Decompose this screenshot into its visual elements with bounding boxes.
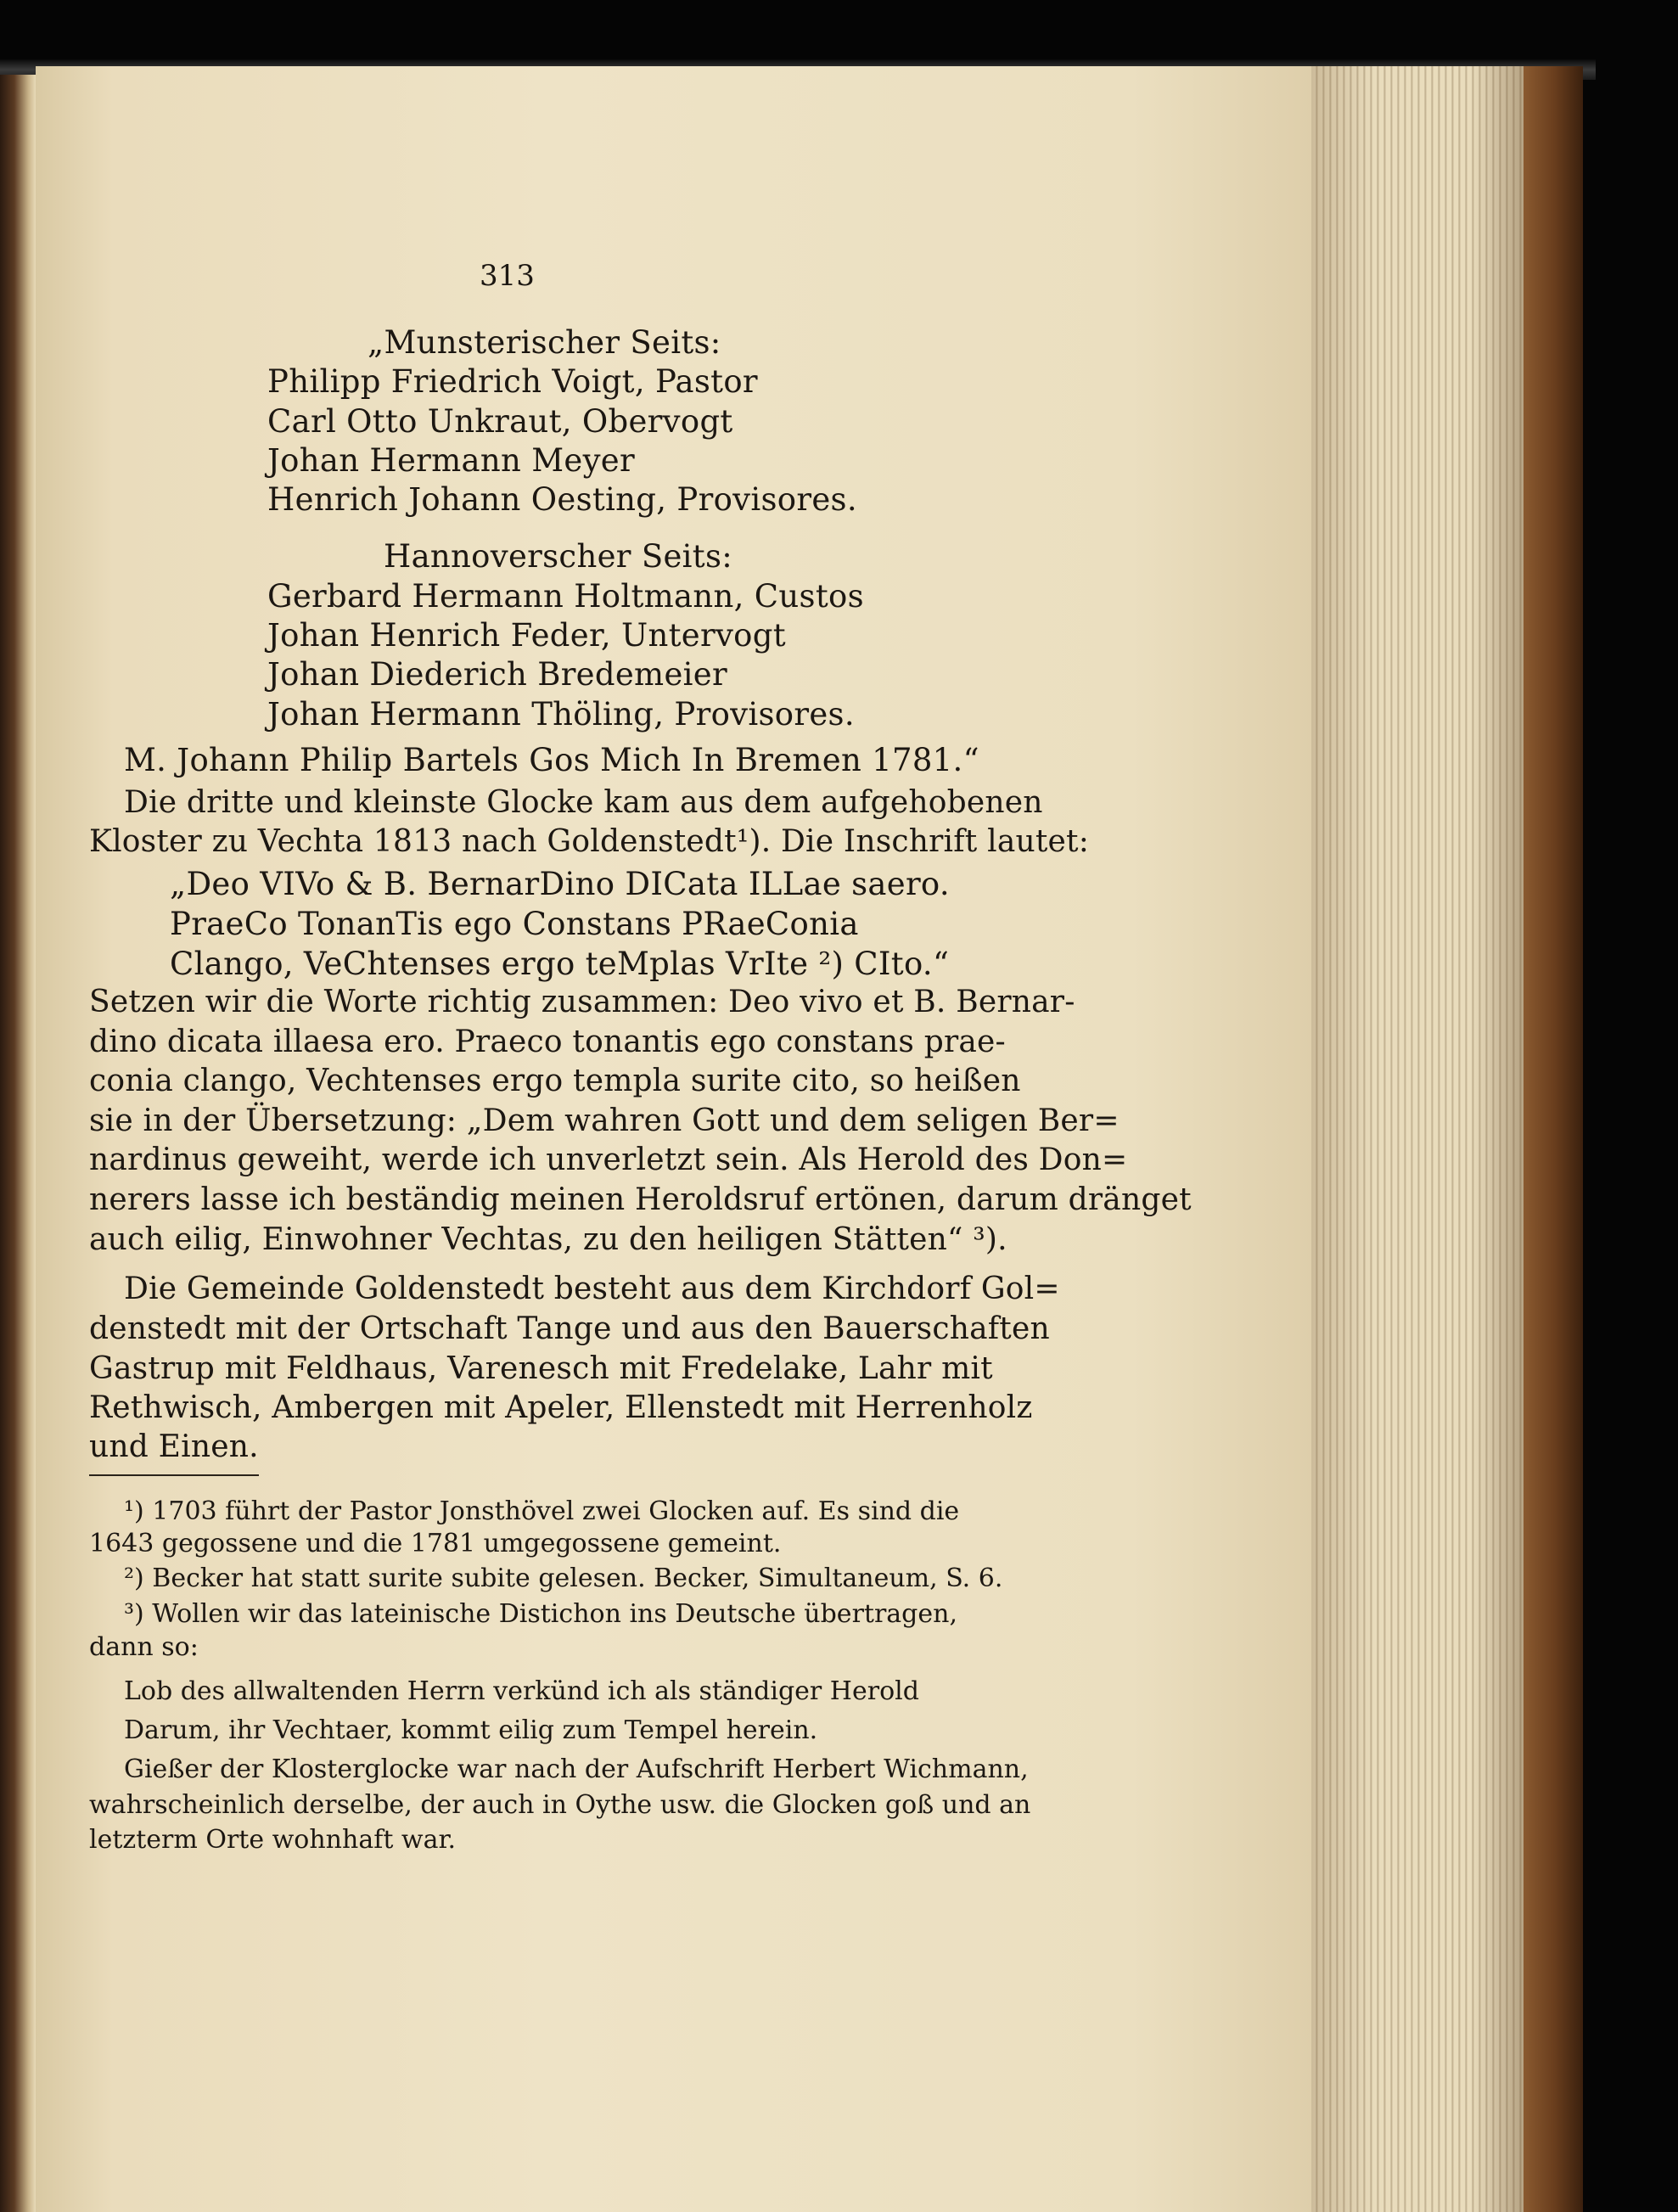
text-line: nerers lasse ich beständig meinen Heroldsruf ertönen, darum dränget (89, 1182, 1192, 1217)
text-line: denstedt mit der Ortschaft Tange und aus den Bauerschaften (89, 1311, 1050, 1346)
text-line: Die Gemeinde Goldenstedt besteht aus dem Kirchdorf Gol= (124, 1272, 1060, 1306)
text-line: auch eilig, Einwohner Vechtas, zu den heiligen Stätten“ ³). (89, 1222, 1007, 1257)
text-line: Die dritte und kleinste Glocke kam aus dem aufgehobenen (124, 785, 1043, 820)
book-cover-right (1524, 66, 1583, 2212)
text-line: nardinus geweiht, werde ich unverletzt sein. Als Herold des Don= (89, 1142, 1128, 1177)
footnote-line: ³) Wollen wir das lateinische Distichon ins Deutsche übertragen, (124, 1599, 958, 1629)
footnote-line: wahrscheinlich derselbe, der auch in Oythe usw. die Glocken goß und an (89, 1790, 1031, 1820)
footnote-line: 1643 gegossene und die 1781 umgegossene gemeint. (89, 1529, 782, 1558)
text-line: conia clango, Vechtenses ergo templa surite cito, so heißen (89, 1064, 1021, 1098)
text-line: Rethwisch, Ambergen mit Apeler, Ellenstedt mit Herrenholz (89, 1390, 1033, 1425)
footnote-line: letzterm Orte wohnhaft war. (89, 1825, 457, 1855)
footnote-line: dann so: (89, 1632, 199, 1662)
book-spine-left (0, 75, 36, 2212)
text-line: Gastrup mit Feldhaus, Varenesch mit Fredelake, Lahr mit (89, 1351, 993, 1386)
text-line: Johan Hermann Meyer (267, 442, 635, 479)
text-line: PraeCo TonanTis ego Constans PRaeConia (170, 906, 859, 942)
footnote-rule (89, 1474, 259, 1476)
text-line: Setzen wir die Worte richtig zusammen: Deo vivo et B. Bernar- (89, 985, 1075, 1019)
text-line: Johan Hermann Thöling, Provisores. (267, 696, 855, 733)
footnote-line: Lob des allwaltenden Herrn verkünd ich als ständiger Herold (124, 1676, 919, 1706)
text-line: Philipp Friedrich Voigt, Pastor (267, 363, 758, 400)
text-line: Kloster zu Vechta 1813 nach Goldenstedt¹). Die Inschrift lautet: (89, 824, 1090, 859)
text-line: sie in der Übersetzung: „Dem wahren Gott und dem seligen Ber= (89, 1103, 1120, 1138)
page-number: 313 (480, 259, 535, 293)
footnote-line: Darum, ihr Vechtaer, kommt eilig zum Tempel herein. (124, 1715, 818, 1745)
text-line: Johan Diederich Bredemeier (267, 656, 727, 693)
text-line: dino dicata illaesa ero. Praeco tonantis ego constans prae- (89, 1025, 1006, 1059)
footnote-line: ²) Becker hat statt surite subite gelesen. Becker, Simultaneum, S. 6. (124, 1564, 1003, 1593)
text-line: Hannoverscher Seits: (384, 538, 733, 575)
text-line: Carl Otto Unkraut, Obervogt (267, 403, 733, 440)
text-line: „Deo VIVo & B. BernarDino DICata ILLae saero. (170, 866, 950, 902)
page-edges-shade (1311, 66, 1524, 2212)
text-line: „Munsterischer Seits: (368, 324, 721, 361)
text-line: M. Johann Philip Bartels Gos Mich In Bremen 1781.“ (124, 742, 979, 778)
text-line: und Einen. (89, 1429, 259, 1464)
text-line: Henrich Johann Oesting, Provisores. (267, 481, 857, 518)
footnote-line: ¹) 1703 führt der Pastor Jonsthövel zwei Glocken auf. Es sind die (124, 1496, 960, 1526)
text-line: Gerbard Hermann Holtmann, Custos (267, 578, 864, 615)
footnote-line: Gießer der Klosterglocke war nach der Aufschrift Herbert Wichmann, (124, 1754, 1029, 1784)
text-line: Clango, VeChtenses ergo teMplas VrIte ²) CIto.“ (170, 946, 950, 982)
text-line: Johan Henrich Feder, Untervogt (267, 617, 786, 654)
